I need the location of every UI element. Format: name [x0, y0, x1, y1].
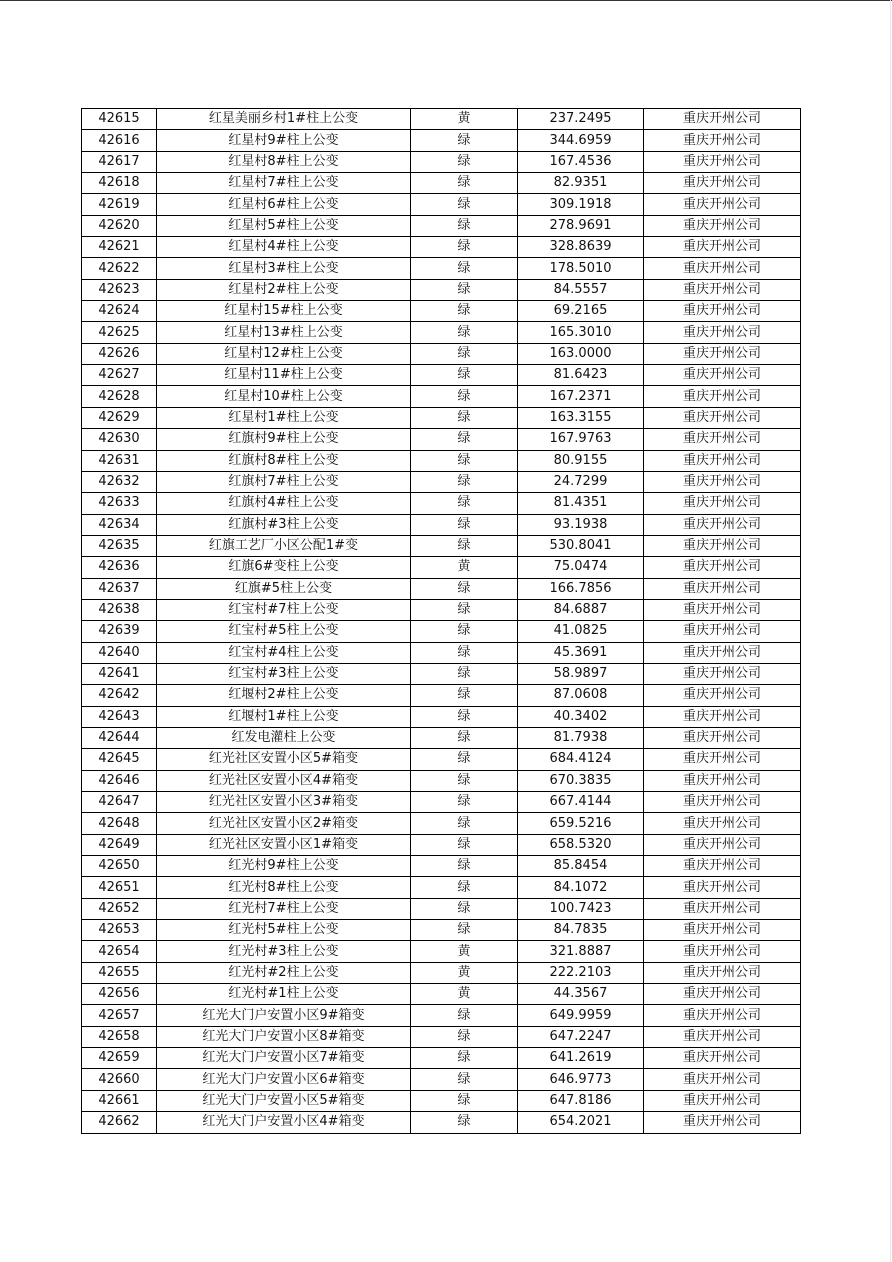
row-id-cell: 42633: [82, 493, 157, 514]
value-cell: 237.2495: [518, 109, 644, 130]
company-cell: 重庆开州公司: [644, 1069, 801, 1090]
status-grade-cell: 绿: [411, 429, 518, 450]
status-grade-cell: 黄: [411, 941, 518, 962]
row-id-cell: 42649: [82, 834, 157, 855]
transformer-name-cell: 红宝村#5柱上公变: [157, 621, 411, 642]
value-cell: 178.5010: [518, 258, 644, 279]
row-id-cell: 42629: [82, 407, 157, 428]
row-id-cell: 42624: [82, 301, 157, 322]
transformer-name-cell: 红堰村2#柱上公变: [157, 685, 411, 706]
status-grade-cell: 绿: [411, 663, 518, 684]
value-cell: 100.7423: [518, 898, 644, 919]
status-grade-cell: 绿: [411, 621, 518, 642]
row-id-cell: 42636: [82, 557, 157, 578]
company-cell: 重庆开州公司: [644, 984, 801, 1005]
company-cell: 重庆开州公司: [644, 194, 801, 215]
table-row: [82, 194, 801, 215]
table-row: [82, 493, 801, 514]
company-cell: 重庆开州公司: [644, 813, 801, 834]
transformer-name-cell: 红光大门户安置小区6#箱变: [157, 1069, 411, 1090]
status-grade-cell: 绿: [411, 514, 518, 535]
transformer-name-cell: 红光村8#柱上公变: [157, 877, 411, 898]
row-id-cell: 42650: [82, 856, 157, 877]
value-cell: 167.2371: [518, 386, 644, 407]
table-row: [82, 599, 801, 620]
company-cell: 重庆开州公司: [644, 151, 801, 172]
page-right-border: [890, 0, 891, 1262]
table-row: [82, 215, 801, 236]
company-cell: 重庆开州公司: [644, 920, 801, 941]
status-grade-cell: 绿: [411, 856, 518, 877]
company-cell: 重庆开州公司: [644, 407, 801, 428]
transformer-name-cell: 红光社区安置小区1#箱变: [157, 834, 411, 855]
row-id-cell: 42625: [82, 322, 157, 343]
company-cell: 重庆开州公司: [644, 109, 801, 130]
transformer-name-cell: 红星村2#柱上公变: [157, 279, 411, 300]
value-cell: 93.1938: [518, 514, 644, 535]
status-grade-cell: 绿: [411, 770, 518, 791]
transformer-name-cell: 红旗村8#柱上公变: [157, 450, 411, 471]
status-grade-cell: 绿: [411, 834, 518, 855]
status-grade-cell: 绿: [411, 322, 518, 343]
transformer-name-cell: 红光大门户安置小区9#箱变: [157, 1005, 411, 1026]
transformer-name-cell: 红光社区安置小区4#箱变: [157, 770, 411, 791]
value-cell: 81.6423: [518, 365, 644, 386]
status-grade-cell: 绿: [411, 194, 518, 215]
table-row: [82, 706, 801, 727]
company-cell: 重庆开州公司: [644, 877, 801, 898]
value-cell: 167.9763: [518, 429, 644, 450]
transformer-name-cell: 红星村11#柱上公变: [157, 365, 411, 386]
row-id-cell: 42619: [82, 194, 157, 215]
row-id-cell: 42657: [82, 1005, 157, 1026]
row-id-cell: 42642: [82, 685, 157, 706]
transformer-name-cell: 红星村15#柱上公变: [157, 301, 411, 322]
row-id-cell: 42655: [82, 962, 157, 983]
table-row: [82, 535, 801, 556]
company-cell: 重庆开州公司: [644, 429, 801, 450]
transformer-name-cell: 红光大门户安置小区4#箱变: [157, 1112, 411, 1133]
value-cell: 163.3155: [518, 407, 644, 428]
value-cell: 45.3691: [518, 642, 644, 663]
transformer-name-cell: 红星村5#柱上公变: [157, 215, 411, 236]
status-grade-cell: 绿: [411, 279, 518, 300]
value-cell: 530.8041: [518, 535, 644, 556]
row-id-cell: 42658: [82, 1026, 157, 1047]
value-cell: 80.9155: [518, 450, 644, 471]
table-row: [82, 173, 801, 194]
row-id-cell: 42641: [82, 663, 157, 684]
company-cell: 重庆开州公司: [644, 834, 801, 855]
status-grade-cell: 绿: [411, 642, 518, 663]
value-cell: 58.9897: [518, 663, 644, 684]
row-id-cell: 42661: [82, 1090, 157, 1111]
value-cell: 647.8186: [518, 1090, 644, 1111]
table-body: [82, 109, 801, 1134]
table-row: [82, 578, 801, 599]
value-cell: 84.5557: [518, 279, 644, 300]
status-grade-cell: 绿: [411, 1112, 518, 1133]
status-grade-cell: 绿: [411, 301, 518, 322]
transformer-name-cell: 红星村13#柱上公变: [157, 322, 411, 343]
status-grade-cell: 绿: [411, 813, 518, 834]
table-row: [82, 685, 801, 706]
row-id-cell: 42637: [82, 578, 157, 599]
company-cell: 重庆开州公司: [644, 493, 801, 514]
row-id-cell: 42645: [82, 749, 157, 770]
status-grade-cell: 绿: [411, 386, 518, 407]
company-cell: 重庆开州公司: [644, 1048, 801, 1069]
row-id-cell: 42620: [82, 215, 157, 236]
company-cell: 重庆开州公司: [644, 962, 801, 983]
value-cell: 166.7856: [518, 578, 644, 599]
table-row: [82, 279, 801, 300]
row-id-cell: 42660: [82, 1069, 157, 1090]
table-row: [82, 343, 801, 364]
table-row: [82, 770, 801, 791]
transformer-name-cell: 红旗#5柱上公变: [157, 578, 411, 599]
table-row: [82, 1112, 801, 1133]
row-id-cell: 42644: [82, 727, 157, 748]
company-cell: 重庆开州公司: [644, 237, 801, 258]
value-cell: 24.7299: [518, 471, 644, 492]
row-id-cell: 42659: [82, 1048, 157, 1069]
status-grade-cell: 绿: [411, 792, 518, 813]
row-id-cell: 42618: [82, 173, 157, 194]
transformer-name-cell: 红星村3#柱上公变: [157, 258, 411, 279]
transformer-name-cell: 红光村7#柱上公变: [157, 898, 411, 919]
status-grade-cell: 绿: [411, 877, 518, 898]
table-row: [82, 450, 801, 471]
company-cell: 重庆开州公司: [644, 749, 801, 770]
table-row: [82, 407, 801, 428]
transformer-name-cell: 红堰村1#柱上公变: [157, 706, 411, 727]
transformer-name-cell: 红发电灌柱上公变: [157, 727, 411, 748]
status-grade-cell: 绿: [411, 450, 518, 471]
transformer-name-cell: 红光社区安置小区3#箱变: [157, 792, 411, 813]
table-row: [82, 322, 801, 343]
company-cell: 重庆开州公司: [644, 173, 801, 194]
transformer-name-cell: 红光社区安置小区5#箱变: [157, 749, 411, 770]
value-cell: 309.1918: [518, 194, 644, 215]
table-row: [82, 621, 801, 642]
transformer-name-cell: 红星村6#柱上公变: [157, 194, 411, 215]
status-grade-cell: 绿: [411, 1005, 518, 1026]
status-grade-cell: 绿: [411, 258, 518, 279]
company-cell: 重庆开州公司: [644, 856, 801, 877]
table-row: [82, 365, 801, 386]
company-cell: 重庆开州公司: [644, 770, 801, 791]
transformer-name-cell: 红星村1#柱上公变: [157, 407, 411, 428]
value-cell: 659.5216: [518, 813, 644, 834]
value-cell: 321.8887: [518, 941, 644, 962]
value-cell: 658.5320: [518, 834, 644, 855]
table-row: [82, 941, 801, 962]
row-id-cell: 42653: [82, 920, 157, 941]
company-cell: 重庆开州公司: [644, 1090, 801, 1111]
row-id-cell: 42622: [82, 258, 157, 279]
table-row: [82, 962, 801, 983]
company-cell: 重庆开州公司: [644, 599, 801, 620]
table-row: [82, 258, 801, 279]
row-id-cell: 42616: [82, 130, 157, 151]
value-cell: 649.9959: [518, 1005, 644, 1026]
transformer-name-cell: 红光村#2柱上公变: [157, 962, 411, 983]
table-row: [82, 514, 801, 535]
status-grade-cell: 黄: [411, 962, 518, 983]
transformer-name-cell: 红光大门户安置小区5#箱变: [157, 1090, 411, 1111]
row-id-cell: 42656: [82, 984, 157, 1005]
value-cell: 647.2247: [518, 1026, 644, 1047]
row-id-cell: 42627: [82, 365, 157, 386]
transformer-name-cell: 红星村4#柱上公变: [157, 237, 411, 258]
transformer-name-cell: 红旗村4#柱上公变: [157, 493, 411, 514]
value-cell: 670.3835: [518, 770, 644, 791]
company-cell: 重庆开州公司: [644, 727, 801, 748]
row-id-cell: 42628: [82, 386, 157, 407]
status-grade-cell: 绿: [411, 1069, 518, 1090]
transformer-name-cell: 红星村8#柱上公变: [157, 151, 411, 172]
status-grade-cell: 绿: [411, 215, 518, 236]
table-row: [82, 792, 801, 813]
table-row: [82, 1026, 801, 1047]
row-id-cell: 42635: [82, 535, 157, 556]
status-grade-cell: 黄: [411, 109, 518, 130]
transformer-name-cell: 红宝村#4柱上公变: [157, 642, 411, 663]
status-grade-cell: 绿: [411, 685, 518, 706]
transformer-name-cell: 红星村10#柱上公变: [157, 386, 411, 407]
value-cell: 40.3402: [518, 706, 644, 727]
value-cell: 84.7835: [518, 920, 644, 941]
table-row: [82, 557, 801, 578]
value-cell: 641.2619: [518, 1048, 644, 1069]
company-cell: 重庆开州公司: [644, 792, 801, 813]
row-id-cell: 42640: [82, 642, 157, 663]
transformer-name-cell: 红星村12#柱上公变: [157, 343, 411, 364]
transformer-name-cell: 红旗村7#柱上公变: [157, 471, 411, 492]
company-cell: 重庆开州公司: [644, 1112, 801, 1133]
row-id-cell: 42626: [82, 343, 157, 364]
status-grade-cell: 绿: [411, 237, 518, 258]
transformer-name-cell: 红光大门户安置小区8#箱变: [157, 1026, 411, 1047]
status-grade-cell: 黄: [411, 557, 518, 578]
table-row: [82, 151, 801, 172]
row-id-cell: 42651: [82, 877, 157, 898]
company-cell: 重庆开州公司: [644, 343, 801, 364]
company-cell: 重庆开州公司: [644, 471, 801, 492]
row-id-cell: 42639: [82, 621, 157, 642]
table-row: [82, 471, 801, 492]
value-cell: 81.7938: [518, 727, 644, 748]
status-grade-cell: 绿: [411, 151, 518, 172]
status-grade-cell: 绿: [411, 535, 518, 556]
table-row: [82, 386, 801, 407]
transformer-name-cell: 红光社区安置小区2#箱变: [157, 813, 411, 834]
table-row: [82, 984, 801, 1005]
row-id-cell: 42648: [82, 813, 157, 834]
company-cell: 重庆开州公司: [644, 386, 801, 407]
status-grade-cell: 绿: [411, 1090, 518, 1111]
transformer-name-cell: 红旗6#变柱上公变: [157, 557, 411, 578]
table-row: [82, 727, 801, 748]
status-grade-cell: 绿: [411, 493, 518, 514]
value-cell: 82.9351: [518, 173, 644, 194]
status-grade-cell: 绿: [411, 173, 518, 194]
status-grade-cell: 绿: [411, 407, 518, 428]
status-grade-cell: 绿: [411, 749, 518, 770]
value-cell: 75.0474: [518, 557, 644, 578]
status-grade-cell: 绿: [411, 130, 518, 151]
row-id-cell: 42617: [82, 151, 157, 172]
company-cell: 重庆开州公司: [644, 450, 801, 471]
company-cell: 重庆开州公司: [644, 130, 801, 151]
row-id-cell: 42652: [82, 898, 157, 919]
transformer-name-cell: 红光村5#柱上公变: [157, 920, 411, 941]
table-row: [82, 109, 801, 130]
company-cell: 重庆开州公司: [644, 621, 801, 642]
table-row: [82, 1048, 801, 1069]
status-grade-cell: 绿: [411, 706, 518, 727]
status-grade-cell: 绿: [411, 727, 518, 748]
value-cell: 167.4536: [518, 151, 644, 172]
value-cell: 646.9773: [518, 1069, 644, 1090]
value-cell: 667.4144: [518, 792, 644, 813]
company-cell: 重庆开州公司: [644, 898, 801, 919]
table-row: [82, 877, 801, 898]
table-row: [82, 301, 801, 322]
value-cell: 344.6959: [518, 130, 644, 151]
row-id-cell: 42638: [82, 599, 157, 620]
transformer-name-cell: 红星村7#柱上公变: [157, 173, 411, 194]
company-cell: 重庆开州公司: [644, 215, 801, 236]
row-id-cell: 42630: [82, 429, 157, 450]
table-row: [82, 663, 801, 684]
page-top-border: [0, 0, 892, 1]
table-row: [82, 898, 801, 919]
status-grade-cell: 绿: [411, 920, 518, 941]
row-id-cell: 42632: [82, 471, 157, 492]
transformer-name-cell: 红光村9#柱上公变: [157, 856, 411, 877]
transformer-name-cell: 红宝村#3柱上公变: [157, 663, 411, 684]
value-cell: 69.2165: [518, 301, 644, 322]
row-id-cell: 42623: [82, 279, 157, 300]
status-grade-cell: 绿: [411, 1048, 518, 1069]
transformer-name-cell: 红旗工艺厂小区公配1#变: [157, 535, 411, 556]
row-id-cell: 42647: [82, 792, 157, 813]
company-cell: 重庆开州公司: [644, 706, 801, 727]
company-cell: 重庆开州公司: [644, 301, 801, 322]
row-id-cell: 42621: [82, 237, 157, 258]
company-cell: 重庆开州公司: [644, 578, 801, 599]
transformer-name-cell: 红宝村#7柱上公变: [157, 599, 411, 620]
status-grade-cell: 绿: [411, 1026, 518, 1047]
table-row: [82, 856, 801, 877]
table-row: [82, 749, 801, 770]
row-id-cell: 42634: [82, 514, 157, 535]
value-cell: 278.9691: [518, 215, 644, 236]
transformer-name-cell: 红光大门户安置小区7#箱变: [157, 1048, 411, 1069]
company-cell: 重庆开州公司: [644, 1005, 801, 1026]
table-row: [82, 429, 801, 450]
table-row: [82, 130, 801, 151]
company-cell: 重庆开州公司: [644, 663, 801, 684]
row-id-cell: 42643: [82, 706, 157, 727]
value-cell: 85.8454: [518, 856, 644, 877]
transformer-table: [81, 108, 801, 1134]
table-row: [82, 1069, 801, 1090]
company-cell: 重庆开州公司: [644, 941, 801, 962]
transformer-name-cell: 红光村#3柱上公变: [157, 941, 411, 962]
table-row: [82, 1090, 801, 1111]
status-grade-cell: 绿: [411, 898, 518, 919]
transformer-name-cell: 红星美丽乡村1#柱上公变: [157, 109, 411, 130]
status-grade-cell: 黄: [411, 984, 518, 1005]
company-cell: 重庆开州公司: [644, 365, 801, 386]
company-cell: 重庆开州公司: [644, 1026, 801, 1047]
status-grade-cell: 绿: [411, 471, 518, 492]
transformer-name-cell: 红旗村9#柱上公变: [157, 429, 411, 450]
value-cell: 44.3567: [518, 984, 644, 1005]
value-cell: 84.1072: [518, 877, 644, 898]
value-cell: 654.2021: [518, 1112, 644, 1133]
value-cell: 222.2103: [518, 962, 644, 983]
company-cell: 重庆开州公司: [644, 258, 801, 279]
status-grade-cell: 绿: [411, 365, 518, 386]
company-cell: 重庆开州公司: [644, 514, 801, 535]
value-cell: 165.3010: [518, 322, 644, 343]
transformer-name-cell: 红星村9#柱上公变: [157, 130, 411, 151]
table-row: [82, 642, 801, 663]
row-id-cell: 42662: [82, 1112, 157, 1133]
row-id-cell: 42646: [82, 770, 157, 791]
row-id-cell: 42631: [82, 450, 157, 471]
value-cell: 41.0825: [518, 621, 644, 642]
row-id-cell: 42615: [82, 109, 157, 130]
table-row: [82, 920, 801, 941]
company-cell: 重庆开州公司: [644, 279, 801, 300]
table-row: [82, 237, 801, 258]
transformer-name-cell: 红光村#1柱上公变: [157, 984, 411, 1005]
table-row: [82, 834, 801, 855]
company-cell: 重庆开州公司: [644, 535, 801, 556]
value-cell: 163.0000: [518, 343, 644, 364]
company-cell: 重庆开州公司: [644, 642, 801, 663]
status-grade-cell: 绿: [411, 343, 518, 364]
value-cell: 328.8639: [518, 237, 644, 258]
table-row: [82, 813, 801, 834]
status-grade-cell: 绿: [411, 599, 518, 620]
value-cell: 87.0608: [518, 685, 644, 706]
transformer-name-cell: 红旗村#3柱上公变: [157, 514, 411, 535]
value-cell: 684.4124: [518, 749, 644, 770]
row-id-cell: 42654: [82, 941, 157, 962]
table-row: [82, 1005, 801, 1026]
company-cell: 重庆开州公司: [644, 557, 801, 578]
company-cell: 重庆开州公司: [644, 322, 801, 343]
company-cell: 重庆开州公司: [644, 685, 801, 706]
value-cell: 81.4351: [518, 493, 644, 514]
status-grade-cell: 绿: [411, 578, 518, 599]
value-cell: 84.6887: [518, 599, 644, 620]
